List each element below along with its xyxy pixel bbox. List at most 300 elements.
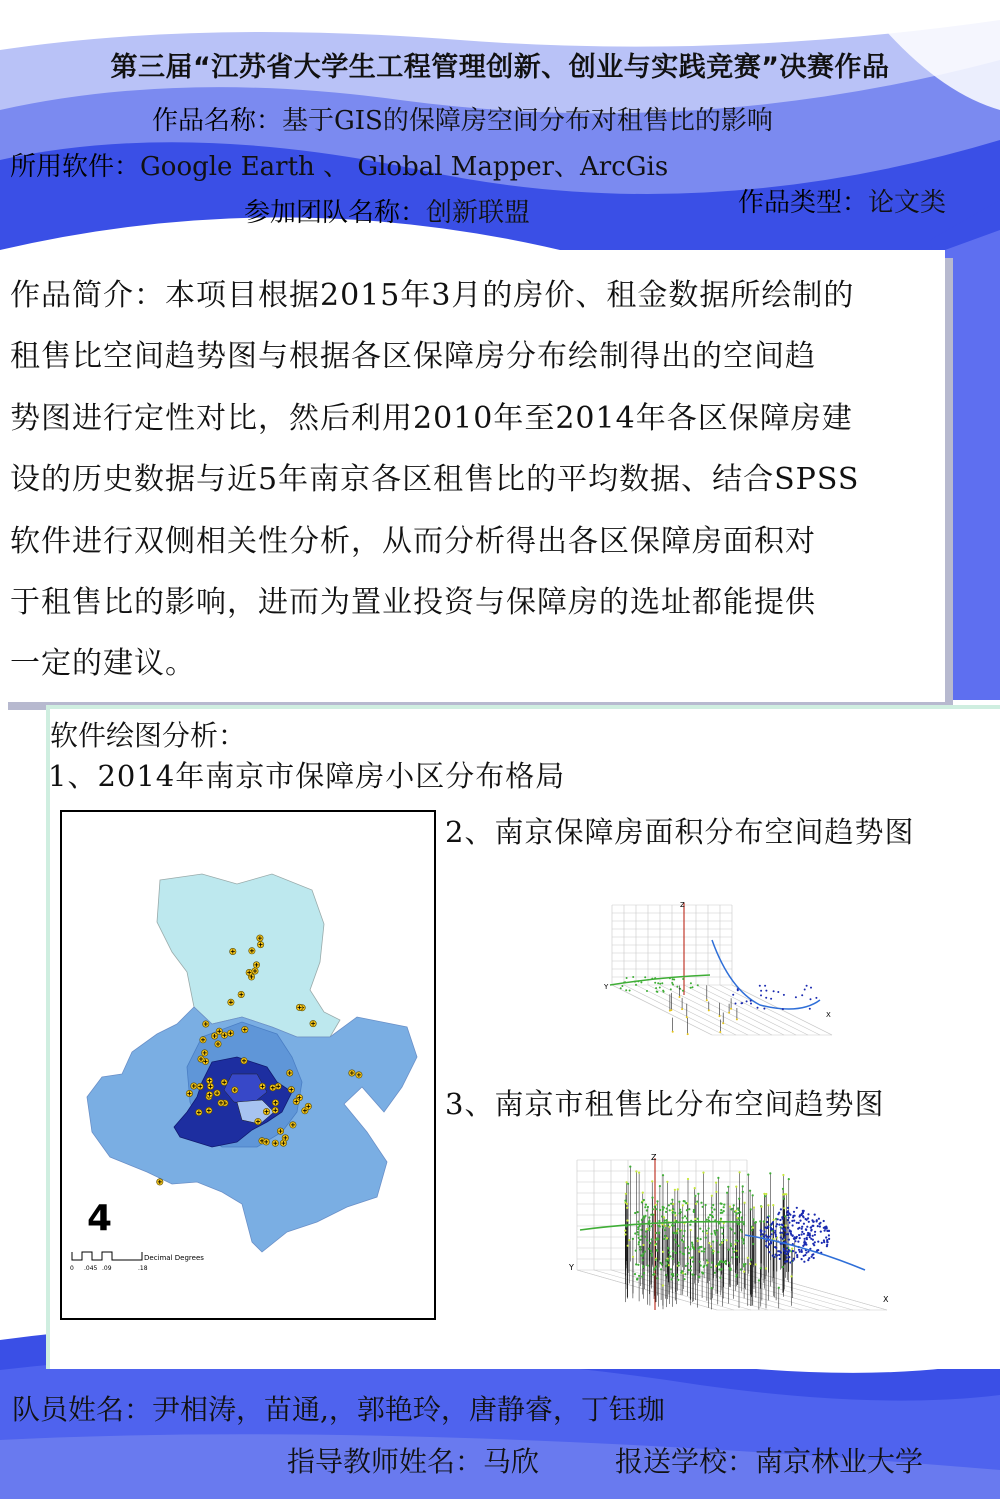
ratio-trend-point bbox=[738, 1218, 740, 1220]
ratio-trend-point bbox=[718, 1222, 720, 1224]
ratio-trend-point bbox=[782, 1174, 784, 1176]
ratio-trend-point bbox=[821, 1242, 823, 1244]
grid-line bbox=[577, 1270, 717, 1310]
ratio-trend-point bbox=[675, 1252, 677, 1254]
ratio-trend-point bbox=[640, 1229, 642, 1231]
ratio-trend-point bbox=[645, 1230, 647, 1232]
ratio-trend-point bbox=[776, 1254, 778, 1256]
ratio-trend-point bbox=[640, 1254, 642, 1256]
intro-line-6: 于租售比的影响，进而为置业投资与保障房的选址都能提供 bbox=[10, 585, 816, 621]
ratio-trend-point bbox=[650, 1250, 652, 1252]
ratio-trend-point bbox=[788, 1217, 790, 1219]
ratio-trend-point bbox=[788, 1250, 790, 1252]
ratio-trend-point bbox=[772, 1228, 774, 1230]
ratio-trend-point bbox=[684, 1215, 686, 1217]
ratio-trend-point bbox=[828, 1238, 830, 1240]
ratio-trend-point bbox=[664, 1225, 666, 1227]
area-trend-point bbox=[741, 1002, 743, 1004]
ratio-trend-point bbox=[779, 1219, 781, 1221]
ratio-trend-point bbox=[790, 1232, 792, 1234]
ratio-trend-point bbox=[733, 1251, 735, 1253]
ratio-trend-point bbox=[705, 1204, 707, 1206]
ratio-trend-point bbox=[700, 1238, 702, 1240]
ratio-trend-point bbox=[641, 1201, 643, 1203]
area-trend-point bbox=[671, 982, 673, 984]
ratio-trend-point bbox=[793, 1238, 795, 1240]
ratio-trend-point bbox=[659, 1209, 661, 1211]
ratio-trend-point bbox=[771, 1233, 773, 1235]
ratio-trend-point bbox=[656, 1277, 658, 1279]
ratio-trend-point bbox=[764, 1195, 766, 1197]
ratio-trend-point bbox=[773, 1219, 775, 1221]
ratio-trend-point bbox=[712, 1216, 714, 1218]
ratio-trend-point bbox=[796, 1256, 798, 1258]
ratio-trend-point bbox=[666, 1225, 668, 1227]
area-trend-point bbox=[728, 1012, 730, 1014]
ratio-trend-point bbox=[697, 1218, 699, 1220]
ratio-trend-point bbox=[632, 1238, 634, 1240]
ratio-trend-point bbox=[697, 1237, 699, 1239]
ratio-trend-point bbox=[661, 1215, 663, 1217]
ratio-trend-point bbox=[678, 1201, 680, 1203]
ratio-trend-point bbox=[637, 1264, 639, 1266]
ratio-trend-point bbox=[712, 1249, 714, 1251]
intro-line-4: 设的历史数据与近5年南京各区租售比的平均数据、结合SPSS bbox=[10, 462, 860, 498]
ratio-trend-point bbox=[788, 1239, 790, 1241]
ratio-trend-y-label: Y bbox=[569, 1263, 574, 1272]
ratio-trend-point bbox=[697, 1193, 699, 1195]
team-label: 参加团队名称： bbox=[244, 198, 427, 228]
ratio-trend-point bbox=[806, 1226, 808, 1228]
ratio-trend-point bbox=[670, 1278, 672, 1280]
ratio-trend-point bbox=[672, 1212, 674, 1214]
ratio-trend-point bbox=[798, 1222, 800, 1224]
ratio-trend-point bbox=[802, 1210, 804, 1212]
ratio-trend-point bbox=[735, 1256, 737, 1258]
members-value: 尹相涛，苗通,，郭艳玲，唐静睿，丁钰珈 bbox=[152, 1393, 665, 1426]
ratio-trend-point bbox=[784, 1236, 786, 1238]
ratio-trend-point bbox=[734, 1243, 736, 1245]
contest-title: 第三届“江苏省大学生工程管理创新、创业与实践竞赛”决赛作品 bbox=[110, 52, 890, 83]
ratio-trend-point bbox=[709, 1214, 711, 1216]
ratio-trend-point bbox=[662, 1209, 664, 1211]
area-trend-point bbox=[635, 984, 637, 986]
ratio-trend-point bbox=[670, 1203, 672, 1205]
ratio-trend-point bbox=[818, 1218, 820, 1220]
ratio-trend-point bbox=[654, 1206, 656, 1208]
ratio-trend-point bbox=[646, 1209, 648, 1211]
ratio-trend-point bbox=[749, 1263, 751, 1265]
ratio-trend-point bbox=[720, 1218, 722, 1220]
area-trend-point bbox=[623, 982, 625, 984]
ratio-trend-point bbox=[792, 1224, 794, 1226]
ratio-trend-point bbox=[676, 1232, 678, 1234]
ratio-trend-point bbox=[645, 1204, 647, 1206]
ratio-trend-point bbox=[669, 1226, 671, 1228]
ratio-trend-point bbox=[732, 1248, 734, 1250]
ratio-trend-point bbox=[711, 1195, 713, 1197]
ratio-trend-point bbox=[647, 1206, 649, 1208]
ratio-trend-point bbox=[739, 1171, 741, 1173]
intro-line-5: 软件进行双侧相关性分析，从而分析得出各区保障房面积对 bbox=[10, 523, 816, 559]
ratio-trend-point bbox=[682, 1253, 684, 1255]
ratio-trend-point bbox=[814, 1234, 816, 1236]
ratio-trend-point bbox=[637, 1233, 639, 1235]
ratio-trend-point bbox=[731, 1256, 733, 1258]
ratio-trend-point bbox=[705, 1237, 707, 1239]
ratio-trend-point bbox=[655, 1239, 657, 1241]
ratio-trend-point bbox=[735, 1276, 737, 1278]
ratio-trend-point bbox=[801, 1226, 803, 1228]
ratio-trend-point bbox=[712, 1204, 714, 1206]
ratio-trend-point bbox=[769, 1236, 771, 1238]
analysis-title: 软件绘图分析： bbox=[50, 719, 247, 752]
ratio-trend-point bbox=[697, 1240, 699, 1242]
ratio-trend-point bbox=[663, 1238, 665, 1240]
ratio-trend-point bbox=[812, 1221, 814, 1223]
ratio-trend-point bbox=[777, 1250, 779, 1252]
ratio-trend-point bbox=[767, 1246, 769, 1248]
ratio-trend-point bbox=[804, 1242, 806, 1244]
ratio-trend-point bbox=[812, 1253, 814, 1255]
ratio-trend-point bbox=[648, 1227, 650, 1229]
ratio-trend-point bbox=[694, 1218, 696, 1220]
ratio-trend-point bbox=[702, 1272, 704, 1274]
ratio-trend-point bbox=[715, 1182, 717, 1184]
ratio-trend-point bbox=[672, 1208, 674, 1210]
ratio-trend-point bbox=[743, 1265, 745, 1267]
ratio-trend-point bbox=[800, 1249, 802, 1251]
ratio-trend-point bbox=[803, 1233, 805, 1235]
area-trend-point bbox=[777, 991, 779, 993]
ratio-trend-point bbox=[675, 1241, 677, 1243]
ratio-trend-point bbox=[823, 1241, 825, 1243]
area-trend-point bbox=[659, 987, 661, 989]
ratio-trend-x-label: X bbox=[883, 1295, 889, 1304]
ratio-trend-point bbox=[803, 1223, 805, 1225]
ratio-trend-point bbox=[781, 1227, 783, 1229]
area-trend-x-label: X bbox=[826, 1011, 831, 1019]
ratio-trend-point bbox=[708, 1242, 710, 1244]
ratio-trend-point bbox=[791, 1220, 793, 1222]
ratio-trend-point bbox=[771, 1223, 773, 1225]
ratio-trend-point bbox=[796, 1254, 798, 1256]
area-trend-point bbox=[736, 1018, 738, 1020]
ratio-trend-point bbox=[662, 1284, 664, 1286]
area-trend-point bbox=[646, 990, 648, 992]
area-trend-point bbox=[687, 1033, 689, 1035]
ratio-trend-point bbox=[668, 1204, 670, 1206]
ratio-trend-point bbox=[742, 1185, 744, 1187]
ratio-trend-point bbox=[678, 1264, 680, 1266]
area-trend-point bbox=[750, 1003, 752, 1005]
ratio-trend-point bbox=[722, 1239, 724, 1241]
ratio-trend-point bbox=[784, 1252, 786, 1254]
ratio-trend-point bbox=[667, 1259, 669, 1261]
ratio-trend-point bbox=[710, 1245, 712, 1247]
ratio-trend-point bbox=[626, 1207, 628, 1209]
ratio-trend-point bbox=[659, 1225, 661, 1227]
ratio-trend-point bbox=[689, 1224, 691, 1226]
ratio-trend-point bbox=[702, 1230, 704, 1232]
ratio-trend-point bbox=[780, 1236, 782, 1238]
ratio-trend-point bbox=[681, 1239, 683, 1241]
ratio-trend-point bbox=[807, 1232, 809, 1234]
ratio-trend-point bbox=[624, 1230, 626, 1232]
ratio-trend-point bbox=[807, 1251, 809, 1253]
ratio-trend-point bbox=[763, 1220, 765, 1222]
ratio-trend-point bbox=[777, 1218, 779, 1220]
ratio-trend-point bbox=[720, 1227, 722, 1229]
ratio-trend-point bbox=[644, 1215, 646, 1217]
ratio-trend-point bbox=[711, 1207, 713, 1209]
ratio-trend-point bbox=[721, 1233, 723, 1235]
ratio-trend-point bbox=[784, 1229, 786, 1231]
ratio-trend-point bbox=[635, 1170, 637, 1172]
ratio-trend-point bbox=[672, 1203, 674, 1205]
ratio-trend-point bbox=[656, 1249, 658, 1251]
ratio-trend-point bbox=[642, 1266, 644, 1268]
ratio-trend-point bbox=[772, 1204, 774, 1206]
ratio-trend-point bbox=[723, 1206, 725, 1208]
ratio-trend-point bbox=[782, 1188, 784, 1190]
ratio-trend-point bbox=[711, 1287, 713, 1289]
area-trend-point bbox=[669, 977, 671, 979]
ratio-trend-point bbox=[687, 1178, 689, 1180]
map-scale-label: Decimal Degrees bbox=[144, 1254, 204, 1262]
ratio-trend-point bbox=[786, 1260, 788, 1262]
ratio-trend-point bbox=[730, 1243, 732, 1245]
ratio-trend-point bbox=[775, 1225, 777, 1227]
ratio-trend-point bbox=[796, 1222, 798, 1224]
ratio-trend-point bbox=[686, 1217, 688, 1219]
ratio-trend-point bbox=[789, 1261, 791, 1263]
ratio-trend-point bbox=[787, 1207, 789, 1209]
ratio-trend-point bbox=[826, 1244, 828, 1246]
ratio-trend-point bbox=[767, 1204, 769, 1206]
ratio-trend-point bbox=[715, 1265, 717, 1267]
intro-line-3: 势图进行定性对比，然后利用2010年至2014年各区保障房建 bbox=[10, 400, 853, 436]
ratio-trend-point bbox=[721, 1261, 723, 1263]
ratio-trend-point bbox=[713, 1208, 715, 1210]
ratio-trend-point bbox=[666, 1181, 668, 1183]
area-trend-point bbox=[708, 1009, 710, 1011]
ratio-trend-point bbox=[793, 1211, 795, 1213]
ratio-trend-point bbox=[706, 1230, 708, 1232]
ratio-trend-point bbox=[688, 1208, 690, 1210]
ratio-trend-point bbox=[812, 1225, 814, 1227]
ratio-trend-point bbox=[769, 1172, 771, 1174]
ratio-trend-point bbox=[828, 1234, 830, 1236]
ratio-trend-point bbox=[767, 1216, 769, 1218]
ratio-trend-point bbox=[779, 1258, 781, 1260]
ratio-trend-point bbox=[710, 1266, 712, 1268]
area-trend-point bbox=[765, 990, 767, 992]
ratio-trend-point bbox=[738, 1223, 740, 1225]
ratio-trend-point bbox=[660, 1268, 662, 1270]
ratio-trend-point bbox=[782, 1266, 784, 1268]
ratio-trend-point bbox=[722, 1227, 724, 1229]
ratio-trend-point bbox=[758, 1279, 760, 1281]
ratio-trend-point bbox=[706, 1259, 708, 1261]
ratio-trend-point bbox=[729, 1227, 731, 1229]
ratio-trend-point bbox=[702, 1206, 704, 1208]
ratio-trend-point bbox=[809, 1236, 811, 1238]
area-trend-point bbox=[682, 990, 684, 992]
ratio-trend-point bbox=[752, 1243, 754, 1245]
ratio-trend-point bbox=[689, 1248, 691, 1250]
ratio-trend-point bbox=[801, 1228, 803, 1230]
ratio-trend-point bbox=[655, 1259, 657, 1261]
ratio-trend-point bbox=[729, 1267, 731, 1269]
ratio-trend-point bbox=[715, 1191, 717, 1193]
ratio-trend-point bbox=[648, 1216, 650, 1218]
ratio-trend-point bbox=[674, 1214, 676, 1216]
ratio-trend-point bbox=[749, 1190, 751, 1192]
area-trend-point bbox=[765, 997, 767, 999]
ratio-trend-point bbox=[823, 1220, 825, 1222]
ratio-trend-point bbox=[649, 1242, 651, 1244]
software-value: Google Earth 、 Global Mapper、ArcGis bbox=[140, 152, 669, 182]
ratio-trend-point bbox=[650, 1225, 652, 1227]
map-north-district bbox=[157, 874, 340, 1037]
ratio-trend-point bbox=[696, 1201, 698, 1203]
ratio-trend-point bbox=[674, 1212, 676, 1214]
ratio-trend-point bbox=[774, 1232, 776, 1234]
ratio-trend-point bbox=[763, 1236, 765, 1238]
ratio-trend-point bbox=[658, 1220, 660, 1222]
ratio-trend-point bbox=[794, 1240, 796, 1242]
area-trend-point bbox=[651, 978, 653, 980]
ratio-trend-point bbox=[767, 1236, 769, 1238]
area-trend-z-label: Z bbox=[680, 901, 685, 909]
ratio-trend-point bbox=[691, 1257, 693, 1259]
ratio-trend-point bbox=[742, 1191, 744, 1193]
ratio-trend-point bbox=[638, 1241, 640, 1243]
ratio-trend-point bbox=[783, 1250, 785, 1252]
ratio-trend-point bbox=[652, 1214, 654, 1216]
ratio-trend-point bbox=[687, 1246, 689, 1248]
ratio-trend-point bbox=[827, 1241, 829, 1243]
ratio-trend-point bbox=[686, 1209, 688, 1211]
ratio-trend-point bbox=[688, 1252, 690, 1254]
ratio-trend-point bbox=[785, 1233, 787, 1235]
ratio-trend-point bbox=[681, 1270, 683, 1272]
area-trend-point bbox=[806, 985, 808, 987]
ratio-trend-point bbox=[715, 1234, 717, 1236]
ratio-trend-point bbox=[798, 1227, 800, 1229]
area-trend-point bbox=[809, 1008, 811, 1010]
ratio-trend-point bbox=[792, 1216, 794, 1218]
ratio-trend-point bbox=[788, 1178, 790, 1180]
ratio-trend-point bbox=[712, 1252, 714, 1254]
ratio-trend-point bbox=[644, 1206, 646, 1208]
ratio-trend-point bbox=[658, 1232, 660, 1234]
ratio-trend-point bbox=[741, 1237, 743, 1239]
ratio-trend-point bbox=[652, 1208, 654, 1210]
ratio-trend-point bbox=[647, 1265, 649, 1267]
ratio-trend-point bbox=[646, 1239, 648, 1241]
ratio-trend-point bbox=[741, 1231, 743, 1233]
team bbox=[244, 192, 530, 229]
ratio-trend-point bbox=[780, 1252, 782, 1254]
area-trend-point bbox=[626, 977, 628, 979]
ratio-trend-point bbox=[643, 1244, 645, 1246]
ratio-trend-point bbox=[626, 1203, 628, 1205]
ratio-trend-point bbox=[669, 1255, 671, 1257]
ratio-trend-point bbox=[651, 1253, 653, 1255]
ratio-trend-point bbox=[788, 1222, 790, 1224]
ratio-trend-point bbox=[820, 1231, 822, 1233]
ratio-trend-point bbox=[693, 1211, 695, 1213]
ratio-trend-point bbox=[799, 1220, 801, 1222]
ratio-trend-point bbox=[672, 1258, 674, 1260]
ratio-trend-point bbox=[664, 1229, 666, 1231]
area-trend-point bbox=[722, 1022, 724, 1024]
ratio-trend-point bbox=[662, 1226, 664, 1228]
ratio-trend-point bbox=[711, 1233, 713, 1235]
ratio-trend-point bbox=[728, 1262, 730, 1264]
ratio-trend-point bbox=[703, 1248, 705, 1250]
ratio-trend-point bbox=[679, 1251, 681, 1253]
ratio-trend-point bbox=[626, 1219, 628, 1221]
ratio-trend-point bbox=[638, 1237, 640, 1239]
ratio-trend-point bbox=[814, 1214, 816, 1216]
ratio-trend-point bbox=[651, 1197, 653, 1199]
ratio-trend-point bbox=[637, 1231, 639, 1233]
area-trend-point bbox=[801, 994, 803, 996]
ratio-trend-point bbox=[690, 1265, 692, 1267]
area-trend-y-label: Y bbox=[604, 983, 609, 991]
ratio-trend-point bbox=[637, 1211, 639, 1213]
analysis-item-2: 2、南京保障房面积分布空间趋势图 bbox=[445, 815, 915, 849]
work-type-label: 作品类型： bbox=[738, 188, 869, 218]
ratio-trend-point bbox=[634, 1273, 636, 1275]
ratio-trend-point bbox=[624, 1233, 626, 1235]
ratio-trend-point bbox=[634, 1232, 636, 1234]
ratio-trend-point bbox=[708, 1216, 710, 1218]
ratio-trend-point bbox=[663, 1216, 665, 1218]
members-label: 队员姓名： bbox=[12, 1393, 153, 1426]
ratio-trend-point bbox=[804, 1238, 806, 1240]
work-type bbox=[738, 182, 946, 219]
ratio-trend-point bbox=[674, 1189, 676, 1191]
ratio-trend-point bbox=[740, 1268, 742, 1270]
area-trend-plot bbox=[600, 895, 840, 1055]
ratio-trend-point bbox=[768, 1251, 770, 1253]
ratio-trend-point bbox=[638, 1275, 640, 1277]
ratio-trend-point bbox=[735, 1239, 737, 1241]
area-trend-point bbox=[656, 991, 658, 993]
ratio-trend-point bbox=[799, 1251, 801, 1253]
ratio-trend-point bbox=[714, 1272, 716, 1274]
team-value: 创新联盟 bbox=[426, 198, 531, 228]
ratio-trend-point bbox=[752, 1218, 754, 1220]
ratio-trend-point bbox=[720, 1209, 722, 1211]
ratio-trend-point bbox=[691, 1242, 693, 1244]
ratio-trend-point bbox=[685, 1202, 687, 1204]
area-trend-point bbox=[746, 1000, 748, 1002]
ratio-trend-point bbox=[763, 1231, 765, 1233]
area-trend-point bbox=[732, 994, 734, 996]
ratio-trend-point bbox=[700, 1246, 702, 1248]
ratio-trend-point bbox=[742, 1242, 744, 1244]
ratio-trend-point bbox=[678, 1212, 680, 1214]
ratio-trend-point bbox=[684, 1247, 686, 1249]
ratio-trend-point bbox=[808, 1221, 810, 1223]
map-scale-tick-3: .09 bbox=[102, 1265, 112, 1272]
ratio-trend-point bbox=[668, 1251, 670, 1253]
